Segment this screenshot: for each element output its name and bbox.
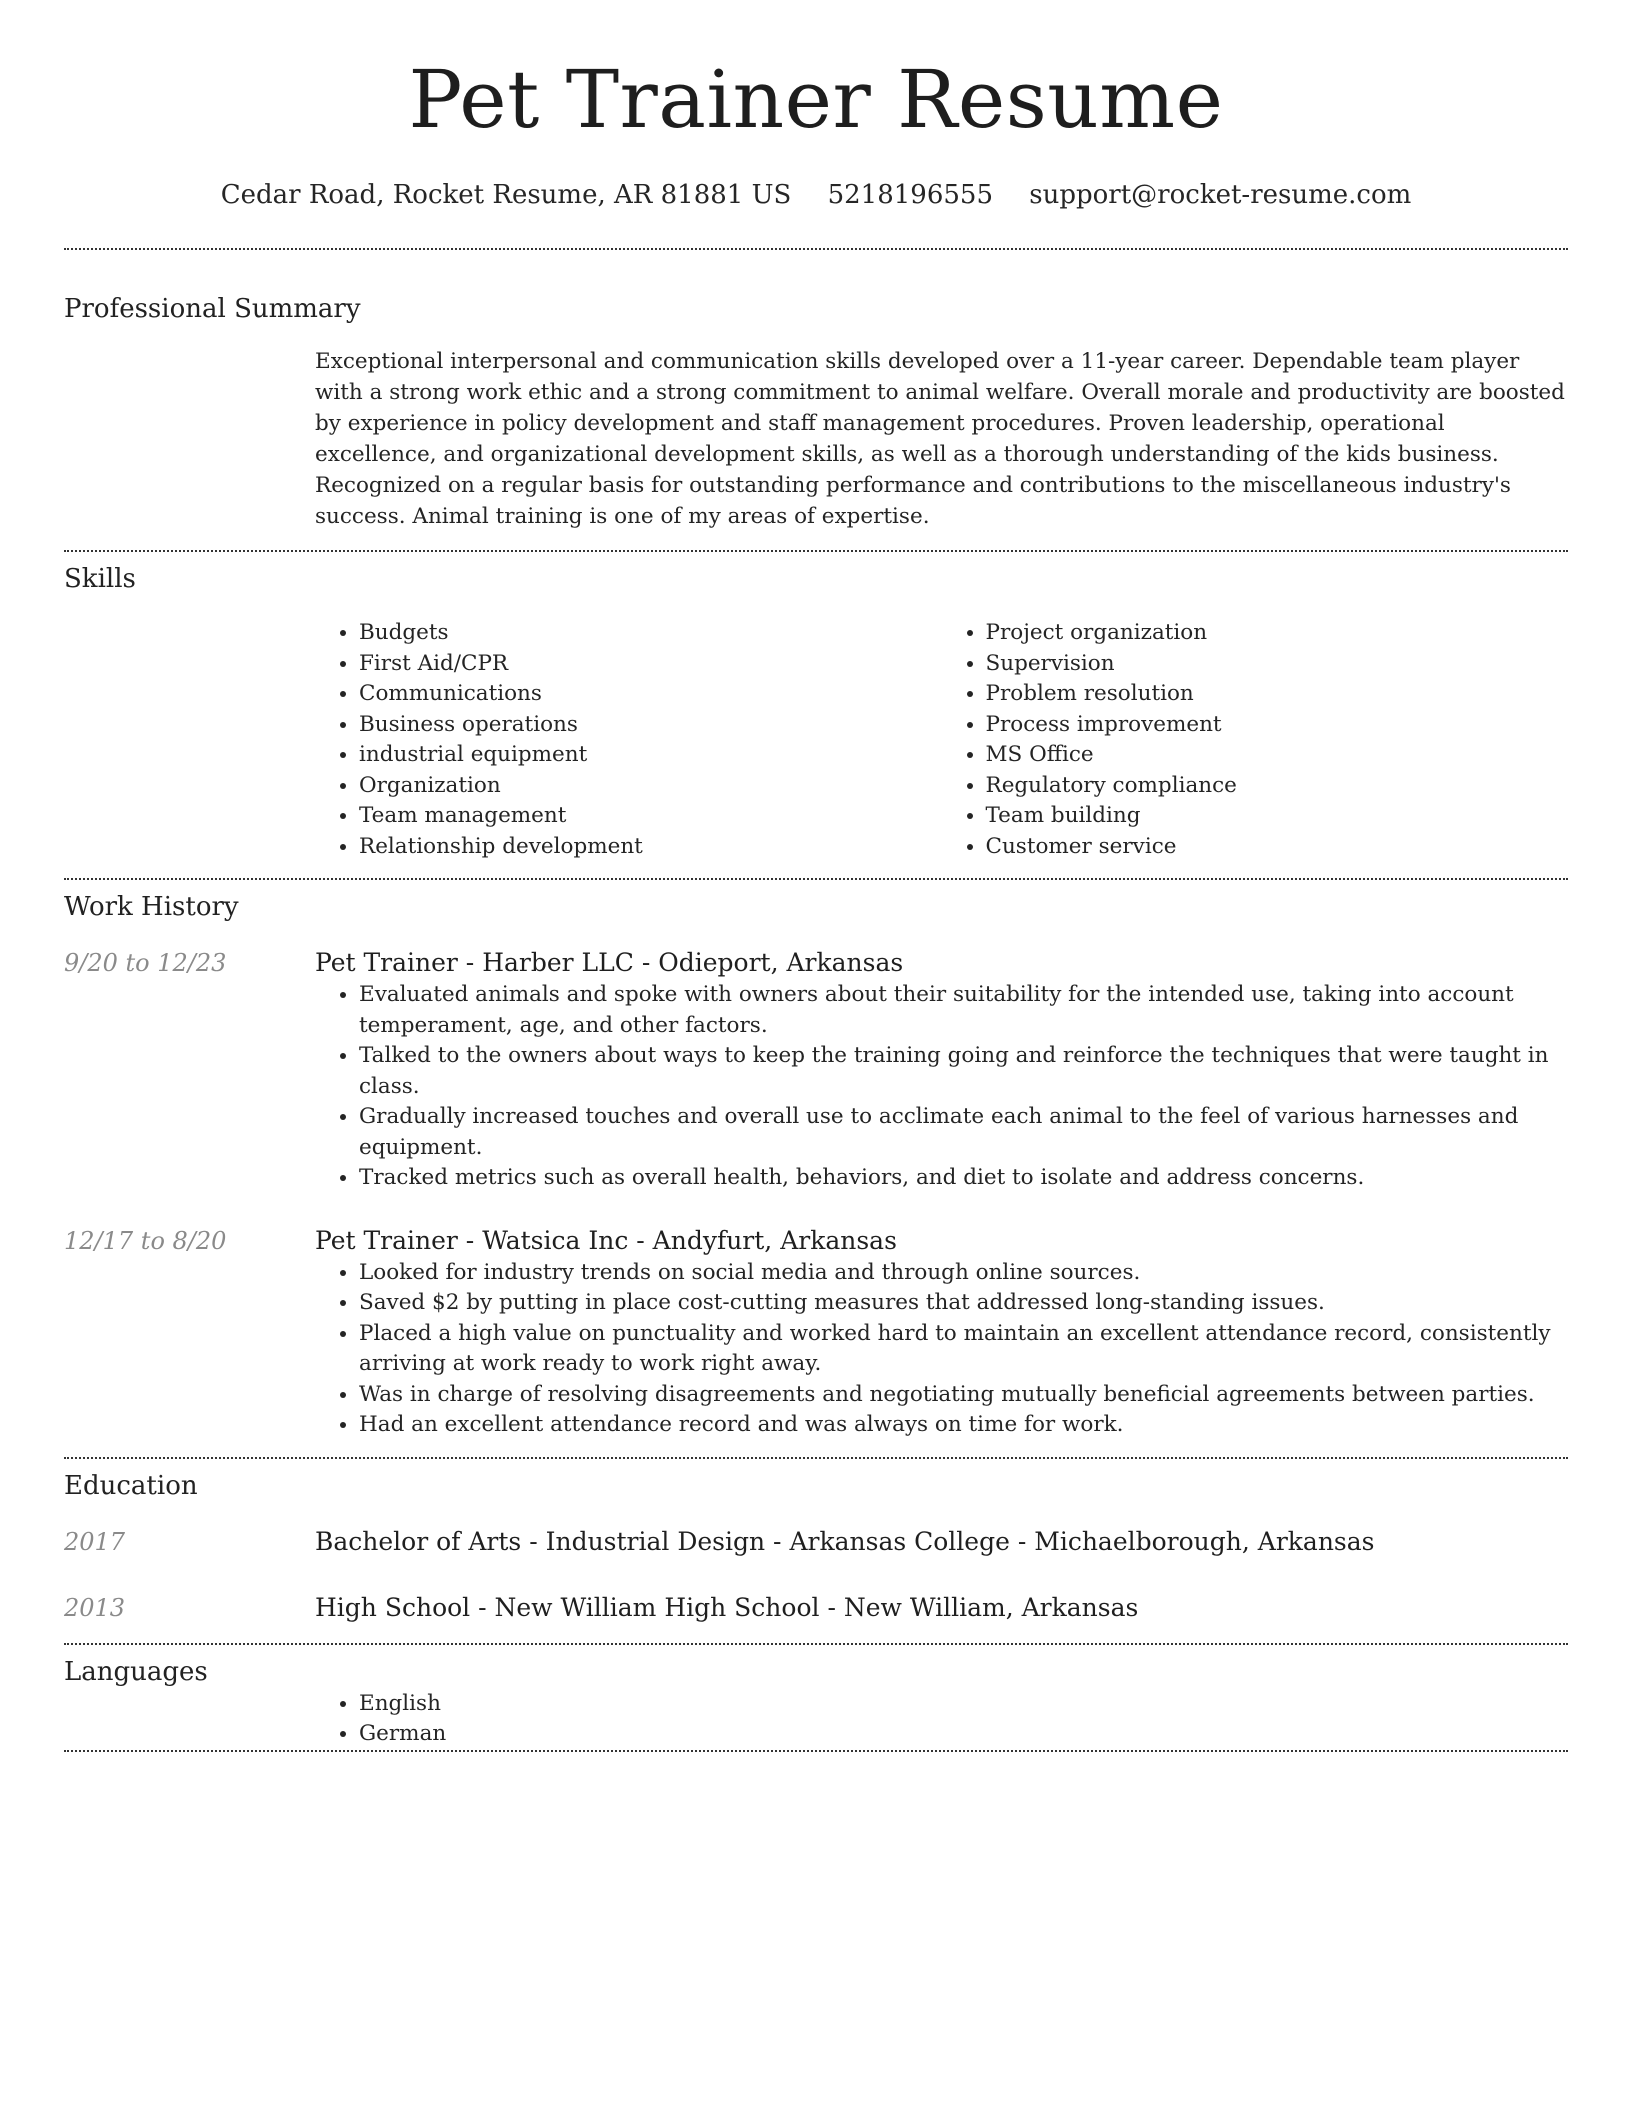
skills-list-left	[315, 618, 942, 862]
phone: 5218196555	[827, 180, 993, 210]
divider	[64, 1643, 1568, 1645]
skill-item: • Relationship development	[359, 832, 942, 863]
job-bullet: • Was in charge of resolving disagreements and negotiating mutually beneficial agreements between parties.	[359, 1380, 1568, 1411]
divider	[64, 550, 1568, 552]
skills-heading: Skills	[64, 564, 136, 594]
job-bullets	[315, 980, 1568, 1194]
job-bullet: • Evaluated animals and spoke with owners about their suitability for the intended use, taking into account temperament, age, and other factors.	[359, 980, 1568, 1041]
divider	[64, 248, 1568, 250]
job-bullet: • Tracked metrics such as overall health, behaviors, and diet to isolate and address concerns.	[359, 1163, 1568, 1194]
education-year: 2013	[64, 1593, 126, 1622]
summary-heading: Professional Summary	[64, 294, 361, 324]
skill-item: • Problem resolution	[986, 679, 1569, 710]
job-bullet: • Talked to the owners about ways to keep the training going and reinforce the techniques that were taught in class.	[359, 1041, 1568, 1102]
divider	[64, 1457, 1568, 1459]
education-year: 2017	[64, 1527, 126, 1556]
job-bullet: • Looked for industry trends on social media and through online sources.	[359, 1258, 1568, 1289]
language-item: • English	[359, 1689, 1568, 1720]
skill-item: • MS Office	[986, 740, 1569, 771]
job-bullet: • Saved $2 by putting in place cost-cutting measures that addressed long-standing issues.	[359, 1288, 1568, 1319]
job-bullets	[315, 1258, 1568, 1441]
summary-section	[64, 326, 1568, 550]
skill-item: • industrial equipment	[359, 740, 942, 771]
email: support@rocket-resume.com	[1029, 180, 1412, 210]
skill-item: • Customer service	[986, 832, 1569, 863]
job-bullet: • Had an excellent attendance record and was always on time for work.	[359, 1410, 1568, 1441]
languages-heading: Languages	[64, 1656, 208, 1687]
education-heading: Education	[64, 1470, 198, 1501]
job-entry	[64, 946, 1568, 1194]
skills-section	[64, 596, 1568, 878]
address: Cedar Road, Rocket Resume, AR 81881 US	[220, 180, 792, 210]
skill-item: • Business operations	[359, 710, 942, 741]
skill-item: • Team management	[359, 801, 942, 832]
skill-item: • Project organization	[986, 618, 1569, 649]
skill-item: • Process improvement	[986, 710, 1569, 741]
education-entry	[64, 1591, 1568, 1625]
language-item: • German	[359, 1719, 1568, 1750]
skill-item: • Supervision	[986, 649, 1569, 680]
work-heading: Work History	[64, 892, 239, 922]
job-dates: 9/20 to 12/23	[64, 949, 227, 977]
education-entry	[64, 1525, 1568, 1559]
skill-item: • Communications	[359, 679, 942, 710]
skill-item: • Regulatory compliance	[986, 771, 1569, 802]
skill-item: • First Aid/CPR	[359, 649, 942, 680]
job-bullet: • Placed a high value on punctuality and worked hard to maintain an excellent attendance record, consistently arriving at work ready to work right away.	[359, 1319, 1568, 1380]
job-heading: Pet Trainer - Watsica Inc - Andyfurt, Arkansas	[315, 1225, 897, 1255]
education-text: Bachelor of Arts - Industrial Design - Arkansas College - Michaelborough, Arkansas	[315, 1526, 1375, 1556]
divider	[64, 878, 1568, 880]
job-heading: Pet Trainer - Harber LLC - Odieport, Arkansas	[315, 948, 904, 977]
job-entry	[64, 1224, 1568, 1441]
languages-list	[315, 1689, 1568, 1750]
skill-item: • Organization	[359, 771, 942, 802]
job-bullet: • Gradually increased touches and overall use to acclimate each animal to the feel of various harnesses and equipment.	[359, 1102, 1568, 1163]
job-dates: 12/17 to 8/20	[64, 1226, 227, 1255]
education-text: High School - New William High School - New William, Arkansas	[315, 1592, 1139, 1622]
resume-title: Pet Trainer Resume	[408, 53, 1224, 146]
divider	[64, 1750, 1568, 1752]
summary-text: Exceptional interpersonal and communication skills developed over a 11-year career. Dependable team player with a strong work ethic and a strong commitment to animal welfare. Overall morale and productivity are boosted by experience in policy development and staff management procedures. Proven leadership, operational excellence, and organizational development skills, as well as a thorough understanding of the kids business. Recognized on a regular basis for outstanding performance and contributions to the miscellaneous industry's success. Animal training is one of my areas of expertise.	[315, 349, 1565, 529]
contact-line	[64, 178, 1568, 212]
languages-section	[64, 1689, 1568, 1750]
skill-item: • Budgets	[359, 618, 942, 649]
skill-item: • Team building	[986, 801, 1569, 832]
skills-list-right	[942, 618, 1569, 862]
